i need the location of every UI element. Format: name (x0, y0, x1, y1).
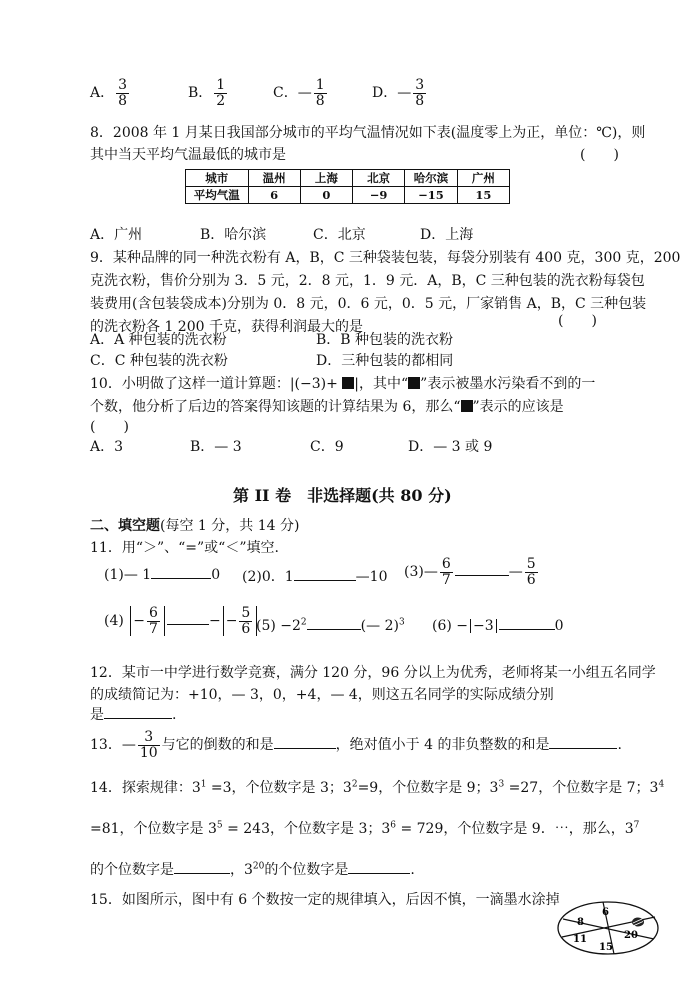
answer-blank (294, 568, 356, 581)
table-cell: 平均气温 (186, 187, 249, 204)
q10-option-d: D．— 3 或 9 (408, 439, 493, 455)
ink-blot (408, 377, 420, 389)
q7-option-c: C．— $\frac{1}{8}$ (273, 77, 325, 109)
q12-line1: 12．某市一中学进行数学竞赛，满分 120 分，96 分以上为优秀，老师将某一小组五名同学 (90, 665, 656, 681)
q8-line2: 其中当天平均气温最低的城市是 (90, 147, 286, 163)
table-cell: 北京 (353, 170, 405, 187)
q8-paren: ( ) (580, 147, 619, 163)
q9-line2: 克洗衣粉，售价分别为 3．5 元，2．8 元，1．9 元．A，B，C 三种包装的洗衣粉每袋包 (90, 273, 645, 289)
table-cell: −9 (353, 187, 405, 204)
q10-line2: 个数，他分析了后边的答案得知该题的计算结果为 6，那么“ ”表示的应该是 (90, 399, 564, 415)
diagram-number: 6 (602, 907, 609, 918)
q12-line3: 是 . (90, 707, 177, 723)
answer-blank (151, 566, 211, 579)
q15-line1: 15．如图所示，图中有 6 个数按一定的规律填入，后因不慎，一滴墨水涂掉 (90, 892, 560, 908)
table-cell: 6 (248, 187, 300, 204)
q11-item1: (1)— 1 0 (104, 567, 221, 583)
answer-blank (167, 612, 209, 625)
q9-line1: 9．某种品牌的同一种洗衣粉有 A，B，C 三种袋装包装，每袋分别装有 400 克，300 克，200 (90, 250, 681, 266)
table-cell: 温州 (248, 170, 300, 187)
table-cell: −15 (405, 187, 458, 204)
q9-line3: 装费用(含包装袋成本)分别为 0．8 元，0．6 元，0．5 元，厂家销售 A，B，C 三种包装 (90, 296, 647, 312)
table-cell: 哈尔滨 (405, 170, 458, 187)
answer-blank (348, 861, 410, 874)
answer-blank (174, 861, 230, 874)
q11-item3: (3)— $\frac{6}{7}$ — $\frac{5}{6}$ (404, 556, 536, 588)
q12-line2: 的成绩简记为：+10，— 3，0，+4，— 4，则这五名同学的实际成绩分别 (90, 687, 554, 703)
table-row (186, 187, 510, 204)
q10-option-b: B．— 3 (190, 439, 242, 455)
answer-blank (549, 736, 617, 749)
q11-item2: (2)0．1 —10 (242, 569, 388, 585)
q9-option-c: C．C 种包装的洗衣粉 (90, 353, 228, 369)
q8-option-c: C．北京 (313, 227, 366, 243)
q11-instruction: 11．用“＞”、“=”或“＜”填空. (90, 540, 279, 556)
temperature-table (185, 169, 510, 204)
diagram-number: 20 (624, 930, 638, 941)
table-cell: 15 (457, 187, 509, 204)
q14-line3: 的个位数字是 ，$3^{20}$的个位数字是 . (90, 861, 415, 878)
q10-option-c: C．9 (310, 439, 344, 455)
q15-number-diagram (556, 900, 660, 956)
q9-line4: 的洗衣粉各 1 200 千克，获得利润最大的是 (90, 319, 363, 335)
ink-blot (342, 377, 354, 389)
q8-option-d: D．上海 (420, 227, 474, 243)
answer-blank (455, 563, 509, 576)
q11-item4: (4) − $\frac{6}{7}$ − − $\frac{5}{6}$ (104, 606, 259, 636)
q14-line1: 14．探索规律：$3^1 =3$，个位数字是 3；$3^2=9$，个位数字是 9；$3^3 =27$，个位数字是 7；$3^4$ (90, 779, 665, 796)
fill-heading: 二、填空题(每空 1 分，共 14 分) (90, 518, 300, 534)
q8-option-b: B．哈尔滨 (200, 227, 267, 243)
table-cell: 上海 (300, 170, 352, 187)
q7-option-a: A． $\frac{3}{8}$ (90, 77, 128, 109)
q10-line1: 10．小明做了这样一道计算题：|(−3)+ |，其中“ ”表示被墨水污染看不到的一 (90, 376, 596, 392)
q9-option-d: D．三种包装的都相同 (316, 353, 454, 369)
q11-item6: (6) − −3 0 (432, 618, 564, 634)
q8-line1: 8．2008 年 1 月某日我国部分城市的平均气温情况如下表(温度零上为正，单位：℃)，则 (90, 125, 646, 141)
q13: 13．— $\frac{3}{10}$ 与它的倒数的和是 ，绝对值小于 4 的非负整数的和是 . (90, 729, 622, 761)
diagram-number: 8 (577, 917, 584, 928)
q10-option-a: A．3 (90, 439, 124, 455)
table-cell: 城市 (186, 170, 249, 187)
q7-option-b: B． $\frac{1}{2}$ (188, 77, 226, 109)
q14-line2: =81，个位数字是 $3^5 = 243$，个位数字是 3；$3^6 = 729$，个位数字是 9．⋯，那么，$3^7$ (90, 820, 640, 837)
diagram-number: 11 (573, 934, 587, 945)
q9-option-b: B．B 种包装的洗衣粉 (316, 332, 454, 348)
ink-blot (461, 400, 473, 412)
table-header-row (186, 170, 510, 187)
answer-blank (307, 617, 361, 630)
q9-paren: ( ) (558, 313, 597, 329)
table-cell: 广州 (457, 170, 509, 187)
answer-blank (499, 617, 555, 630)
q11-item5: $(5) -2^2$ (— 2)$^3$ (256, 617, 405, 634)
answer-blank (274, 736, 336, 749)
answer-blank (104, 706, 172, 719)
q7-option-d: D．— $\frac{3}{8}$ (372, 77, 425, 109)
q8-option-a: A．广州 (90, 227, 143, 243)
table-cell: 0 (300, 187, 352, 204)
diagram-number: 15 (599, 942, 613, 953)
q9-option-a: A．A 种包装的洗衣粉 (90, 332, 227, 348)
section-title: 第 II 卷 非选择题(共 80 分) (233, 486, 452, 505)
q10-paren: ( ) (90, 419, 129, 435)
